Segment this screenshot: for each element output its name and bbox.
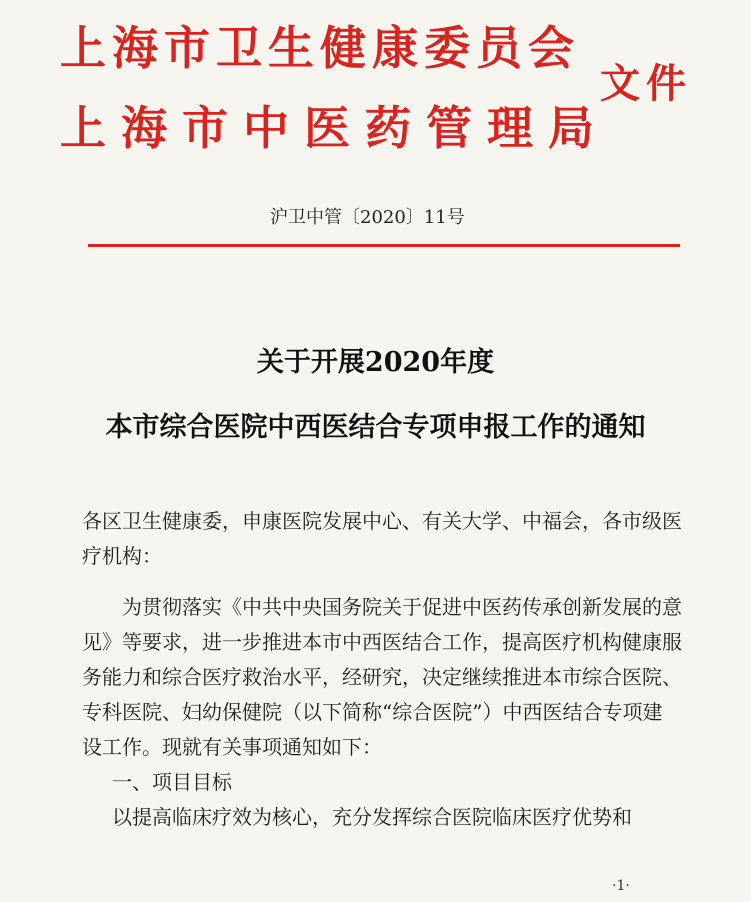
body-paragraph: 为贯彻落实《中共中央国务院关于促进中医药传承创新发展的意见》等要求，进一步推进本市中西医结合工作，提高医疗机构健康服务能力和综合医疗救治水平，经研究，决定继续推进本市综合医院、专科医院、妇幼保健院（以下简称“综合医院”）中西医结合专项建设工作。现就有关事项通知如下： <box>82 595 682 759</box>
issuer-name-health-commission: 上海市卫生健康委员会 <box>60 21 580 75</box>
notice-title-line2: 本市综合医院中西医结合专项申报工作的通知 <box>105 412 646 443</box>
document-type-label: 文件 <box>600 61 692 107</box>
letterhead-red-divider <box>88 244 680 247</box>
page-number: ·1· <box>612 878 630 894</box>
section-heading-project-goals: 一、项目目标 <box>112 770 232 794</box>
notice-title-line1: 关于开展2020年度 <box>256 347 495 378</box>
document-number: 沪卫中管〔2020〕11号 <box>270 207 465 228</box>
issuer-name-tcm-bureau: 上海市中医药管理局 <box>60 101 609 155</box>
section-paragraph-goals: 以提高临床疗效为核心，充分发挥综合医院临床医疗优势和 <box>112 805 632 829</box>
addressee-paragraph: 各区卫生健康委，申康医院发展中心、有关大学、中福会，各市级医疗机构： <box>82 509 682 568</box>
